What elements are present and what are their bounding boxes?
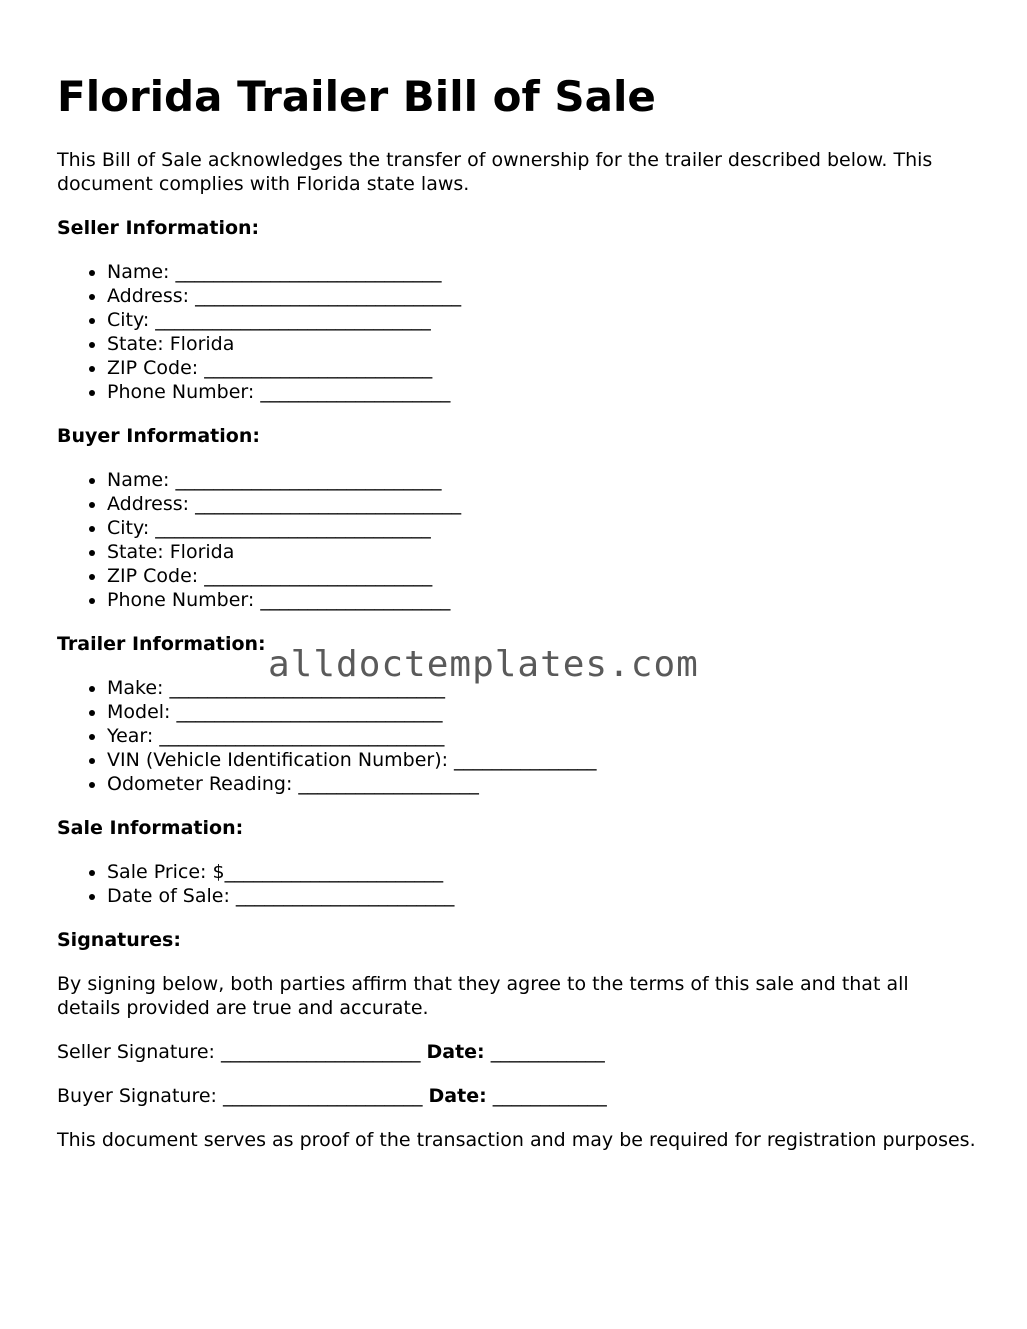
list-item: • State: Florida [107, 332, 977, 356]
seller-list [57, 260, 977, 404]
list-item: • Address: ____________________________ [107, 492, 977, 516]
buyer-list [57, 468, 977, 612]
list-item: • City: _____________________________ [107, 308, 977, 332]
watermark: alldoctemplates.com [268, 644, 699, 685]
trailer-heading: Trailer Information: [57, 633, 266, 655]
list-item: • Make: _____________________________ [107, 676, 977, 700]
list-item: • Phone Number: ____________________ [107, 588, 977, 612]
buyer-signature-label: Buyer Signature: _____________________ [57, 1085, 423, 1107]
list-item: • Date of Sale: _______________________ [107, 884, 977, 908]
buyer-signature-line [57, 1084, 977, 1108]
list-item: • City: _____________________________ [107, 516, 977, 540]
date-label: Date: [426, 1041, 485, 1063]
closing-paragraph: This document serves as proof of the transaction and may be required for registration purposes. [57, 1129, 976, 1151]
list-item: • Year: ______________________________ [107, 724, 977, 748]
seller-signature-line [57, 1040, 977, 1064]
seller-heading: Seller Information: [57, 217, 260, 239]
document-title: Florida Trailer Bill of Sale [57, 72, 656, 121]
list-item: • Name: ____________________________ [107, 468, 977, 492]
list-item: • VIN (Vehicle Identification Number): _______________ [107, 748, 977, 772]
signatures-heading: Signatures: [57, 929, 181, 951]
intro-paragraph: This Bill of Sale acknowledges the transfer of ownership for the trailer described below. This document complies with Florida state laws. [57, 149, 933, 195]
date-blank: ____________ [490, 1041, 605, 1063]
date-label: Date: [428, 1085, 487, 1107]
list-item: • Odometer Reading: ___________________ [107, 772, 977, 796]
list-item: • Model: ____________________________ [107, 700, 977, 724]
sale-list [57, 860, 977, 908]
seller-signature-label: Seller Signature: _____________________ [57, 1041, 421, 1063]
list-item: • Sale Price: $_______________________ [107, 860, 977, 884]
list-item: • ZIP Code: ________________________ [107, 564, 977, 588]
signatures-intro: By signing below, both parties affirm that they agree to the terms of this sale and that all details provided are true and accurate. [57, 973, 909, 1019]
sale-heading: Sale Information: [57, 817, 244, 839]
list-item: • State: Florida [107, 540, 977, 564]
list-item: • Phone Number: ____________________ [107, 380, 977, 404]
list-item: • Address: ____________________________ [107, 284, 977, 308]
document [57, 72, 977, 1152]
date-blank: ____________ [492, 1085, 607, 1107]
list-item: • ZIP Code: ________________________ [107, 356, 977, 380]
buyer-heading: Buyer Information: [57, 425, 260, 447]
trailer-list [57, 676, 977, 796]
list-item: • Name: ____________________________ [107, 260, 977, 284]
